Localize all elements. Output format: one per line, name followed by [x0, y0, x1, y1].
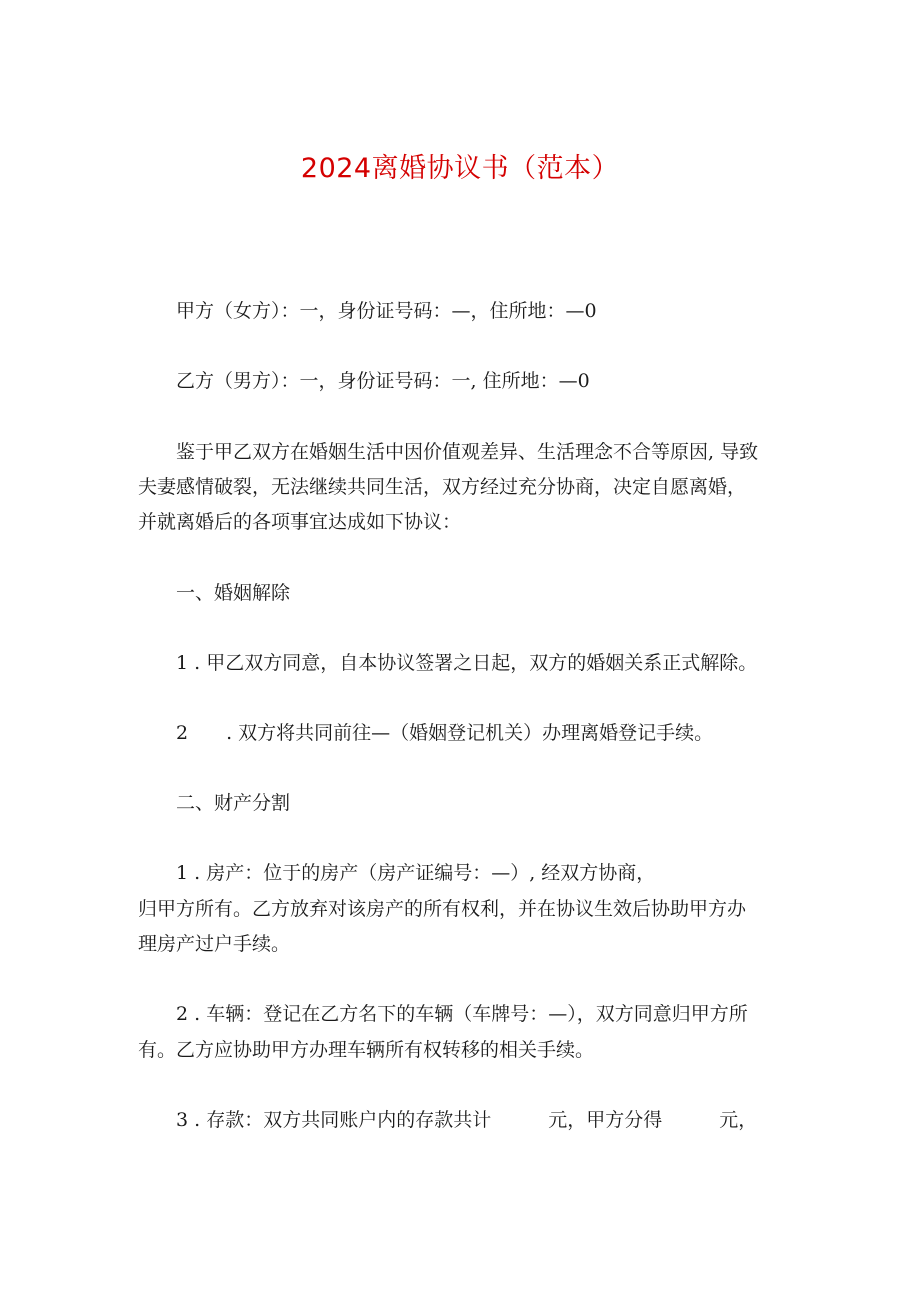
clause-vehicle-line-1: 2 . 车辆：登记在乙方名下的车辆（车牌号：—），双方同意归甲方所	[138, 1003, 748, 1025]
preamble-line-2: 夫妻感情破裂，无法继续共同生活，双方经过充分协商，决定自愿离婚，	[138, 476, 747, 498]
clause-house-line-3: 理房产过户手续。	[138, 933, 291, 955]
clause-vehicle-line-2: 有。乙方应协助甲方办理车辆所有权转移的相关手续。	[138, 1039, 595, 1061]
clause-savings-line-1: 3 . 存款：双方共同账户内的存款共计 元，甲方分得 元，	[138, 1109, 758, 1131]
document-title: 2024离婚协议书（范本）	[300, 153, 620, 184]
clause-marriage-1: 1 . 甲乙双方同意，自本协议签署之日起，双方的婚姻关系正式解除。	[138, 652, 758, 674]
clause-house-line-1: 1 . 房产：位于的房产（房产证编号：—）, 经双方协商，	[138, 862, 656, 884]
preamble-line-1: 鉴于甲乙双方在婚姻生活中因价值观差异、生活理念不合等原因, 导致	[138, 441, 759, 463]
clause-house-line-2: 归甲方所有。乙方放弃对该房产的所有权利，并在协议生效后协助甲方办	[138, 898, 747, 920]
clause-marriage-2: 2 . 双方将共同前往—（婚姻登记机关）办理离婚登记手续。	[138, 722, 714, 744]
section-heading-marriage: 一、婚姻解除	[138, 582, 291, 604]
preamble-line-3: 并就离婚后的各项事宜达成如下协议：	[138, 511, 462, 533]
section-heading-property: 二、财产分割	[138, 792, 291, 814]
party-b-line: 乙方（男方）：一，身份证号码：一, 住所地：—0	[138, 370, 590, 392]
party-a-line: 甲方（女方）：一，身份证号码：—，住所地：—0	[138, 300, 597, 322]
